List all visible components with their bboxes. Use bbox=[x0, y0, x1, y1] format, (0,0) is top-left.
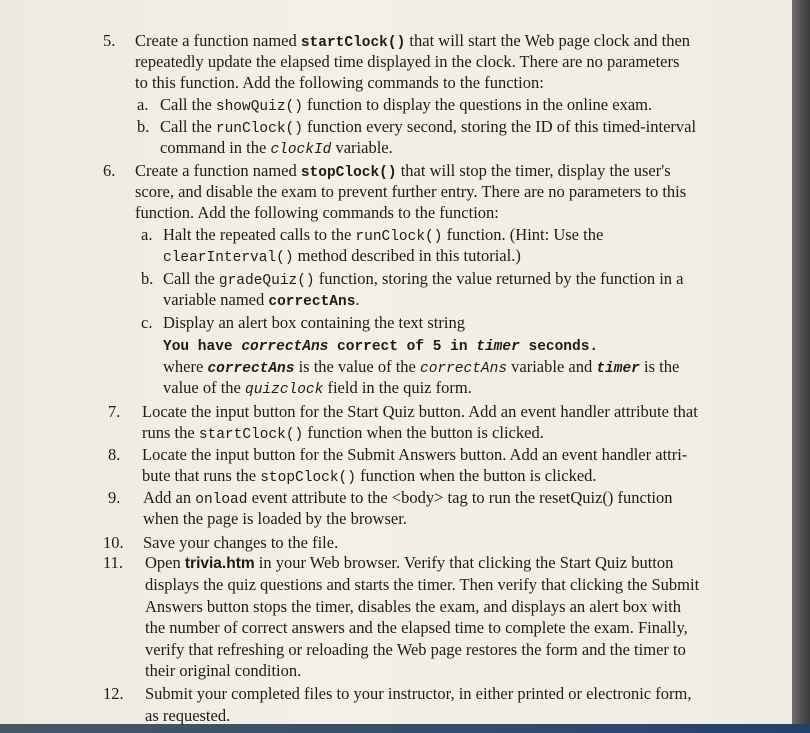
sub-step-label: a. bbox=[141, 225, 153, 244]
text-segment: as requested. bbox=[145, 706, 231, 725]
text-line bbox=[160, 95, 652, 117]
text-line bbox=[145, 618, 688, 638]
text-line bbox=[163, 225, 603, 247]
text-line bbox=[163, 313, 465, 333]
text-segment: quizclock bbox=[245, 382, 324, 398]
text-segment: timer bbox=[476, 339, 520, 355]
text-line bbox=[163, 290, 360, 312]
text-segment: function to display the questions in the online exam. bbox=[302, 95, 653, 114]
text-segment: timer bbox=[596, 361, 640, 377]
text-segment: event attribute to the <body> tag to run the resetQuiz() function bbox=[247, 488, 673, 507]
text-line bbox=[135, 203, 499, 223]
text-segment: stopClock() bbox=[300, 165, 397, 181]
text-segment: value of the bbox=[163, 378, 246, 397]
text-segment: variable and bbox=[507, 357, 597, 376]
text-segment: Save your changes to the file. bbox=[143, 533, 339, 552]
step-number: 12. bbox=[103, 684, 124, 703]
text-line bbox=[145, 553, 673, 574]
text-segment: function. Add the following commands to the function: bbox=[135, 203, 499, 222]
step-number: 9. bbox=[108, 488, 121, 507]
text-segment: runs the bbox=[142, 423, 199, 442]
text-segment: where bbox=[163, 357, 208, 376]
text-segment: in your Web browser. Verify that clicking the Start Quiz button bbox=[254, 553, 674, 572]
text-segment: clockId bbox=[270, 142, 332, 158]
text-line bbox=[135, 31, 690, 53]
text-line bbox=[145, 661, 301, 681]
step-number: 10. bbox=[103, 533, 124, 552]
text-segment: bute that runs the bbox=[142, 466, 261, 485]
text-line bbox=[160, 138, 393, 160]
text-segment: runClock() bbox=[355, 229, 443, 245]
sub-step-label: c. bbox=[141, 313, 153, 332]
text-segment: trivia.htm bbox=[184, 555, 255, 572]
text-line bbox=[145, 575, 699, 595]
text-segment: clearInterval() bbox=[163, 250, 294, 266]
text-segment: Display an alert box containing the text string bbox=[163, 313, 465, 332]
sub-step-label: b. bbox=[141, 269, 154, 288]
text-segment: is the bbox=[639, 357, 680, 376]
text-line bbox=[163, 269, 683, 291]
text-line bbox=[145, 597, 681, 617]
text-line bbox=[143, 533, 338, 553]
text-segment: Submit your completed files to your instructor, in either printed or electronic form, bbox=[145, 684, 692, 703]
text-segment: Call the bbox=[160, 117, 216, 136]
text-segment: Call the bbox=[163, 269, 219, 288]
text-segment: gradeQuiz() bbox=[218, 273, 315, 289]
step-number: 7. bbox=[108, 402, 121, 421]
text-line bbox=[143, 488, 673, 510]
text-line bbox=[143, 509, 407, 529]
step-number: 5. bbox=[103, 31, 116, 50]
text-line bbox=[145, 640, 686, 660]
text-line bbox=[142, 466, 597, 488]
text-segment: Create a function named bbox=[135, 161, 301, 180]
text-line bbox=[163, 378, 472, 400]
sub-step-label: b. bbox=[137, 117, 150, 136]
text-line bbox=[135, 161, 671, 183]
text-segment: variable named bbox=[163, 290, 269, 309]
text-segment: Locate the input button for the Start Quiz button. Add an event handler attribute that bbox=[142, 402, 698, 421]
text-line bbox=[145, 706, 230, 726]
text-line bbox=[135, 73, 544, 93]
text-segment: function when the button is clicked. bbox=[303, 423, 544, 442]
text-segment: Locate the input button for the Submit Answers button. Add an event handler attri- bbox=[142, 445, 688, 464]
text-segment: Call the bbox=[160, 95, 216, 114]
text-segment: correctAns bbox=[268, 294, 356, 310]
text-segment: method described in this tutorial.) bbox=[293, 246, 521, 265]
bottom-strip bbox=[0, 724, 810, 733]
text-segment: startClock() bbox=[198, 427, 304, 443]
text-segment: function, storing the value returned by the function in a bbox=[314, 269, 684, 288]
text-segment: Add an bbox=[143, 488, 196, 507]
step-number: 8. bbox=[108, 445, 121, 464]
text-segment: command in the bbox=[160, 138, 271, 157]
text-segment: runClock() bbox=[215, 121, 303, 137]
text-segment: when the page is loaded by the browser. bbox=[143, 509, 407, 528]
text-segment: function. (Hint: Use the bbox=[442, 225, 604, 244]
text-line bbox=[142, 423, 544, 445]
text-segment: Halt the repeated calls to the bbox=[163, 225, 356, 244]
text-segment: startClock() bbox=[300, 35, 406, 51]
text-segment: . bbox=[355, 290, 360, 309]
text-segment: showQuiz() bbox=[215, 99, 303, 115]
text-segment: stopClock() bbox=[260, 470, 356, 486]
text-line bbox=[142, 445, 687, 465]
text-segment: function when the button is clicked. bbox=[355, 466, 597, 485]
text-segment: correctAns bbox=[241, 339, 329, 355]
text-segment: to this function. Add the following commands to the function: bbox=[135, 73, 544, 92]
text-segment: seconds. bbox=[519, 339, 599, 355]
text-segment: correct of 5 in bbox=[328, 339, 477, 355]
text-segment: is the value of the bbox=[294, 357, 420, 376]
text-segment: verify that refreshing or reloading the Web page restores the form and the timer to bbox=[145, 640, 686, 659]
text-segment: that will stop the timer, display the user's bbox=[396, 161, 671, 180]
text-line bbox=[135, 182, 686, 202]
text-segment: score, and disable the exam to prevent further entry. There are no parameters to this bbox=[135, 182, 687, 201]
text-segment: Open bbox=[145, 553, 185, 572]
text-segment: onload bbox=[195, 492, 248, 508]
text-segment: Create a function named bbox=[135, 31, 301, 50]
step-number: 6. bbox=[103, 161, 116, 180]
text-segment: correctAns bbox=[207, 361, 295, 377]
text-segment: field in the quiz form. bbox=[323, 378, 472, 397]
text-line bbox=[163, 246, 521, 268]
text-line bbox=[142, 402, 698, 422]
text-segment: that will start the Web page clock and then bbox=[405, 31, 691, 50]
text-segment: function every second, storing the ID of this timed-interval bbox=[302, 117, 697, 136]
text-line bbox=[163, 335, 598, 357]
text-segment: Answers button stops the timer, disables the exam, and displays an alert box with bbox=[145, 597, 681, 616]
text-segment: repeatedly update the elapsed time displayed in the clock. There are no parameters bbox=[135, 52, 680, 71]
text-line bbox=[160, 117, 696, 139]
sub-step-label: a. bbox=[137, 95, 149, 114]
page-edge-shadow bbox=[792, 0, 810, 733]
step-number: 11. bbox=[103, 553, 124, 572]
text-segment: correctAns bbox=[420, 361, 508, 377]
text-segment: You have bbox=[163, 339, 242, 355]
text-segment: their original condition. bbox=[145, 661, 302, 680]
text-segment: variable. bbox=[331, 138, 393, 157]
text-segment: the number of correct answers and the elapsed time to complete the exam. Finally, bbox=[145, 618, 688, 637]
text-line bbox=[163, 357, 679, 379]
text-segment: displays the quiz questions and starts the timer. Then verify that clicking the Submit bbox=[145, 575, 700, 594]
text-line bbox=[135, 52, 679, 72]
text-line bbox=[145, 684, 691, 704]
